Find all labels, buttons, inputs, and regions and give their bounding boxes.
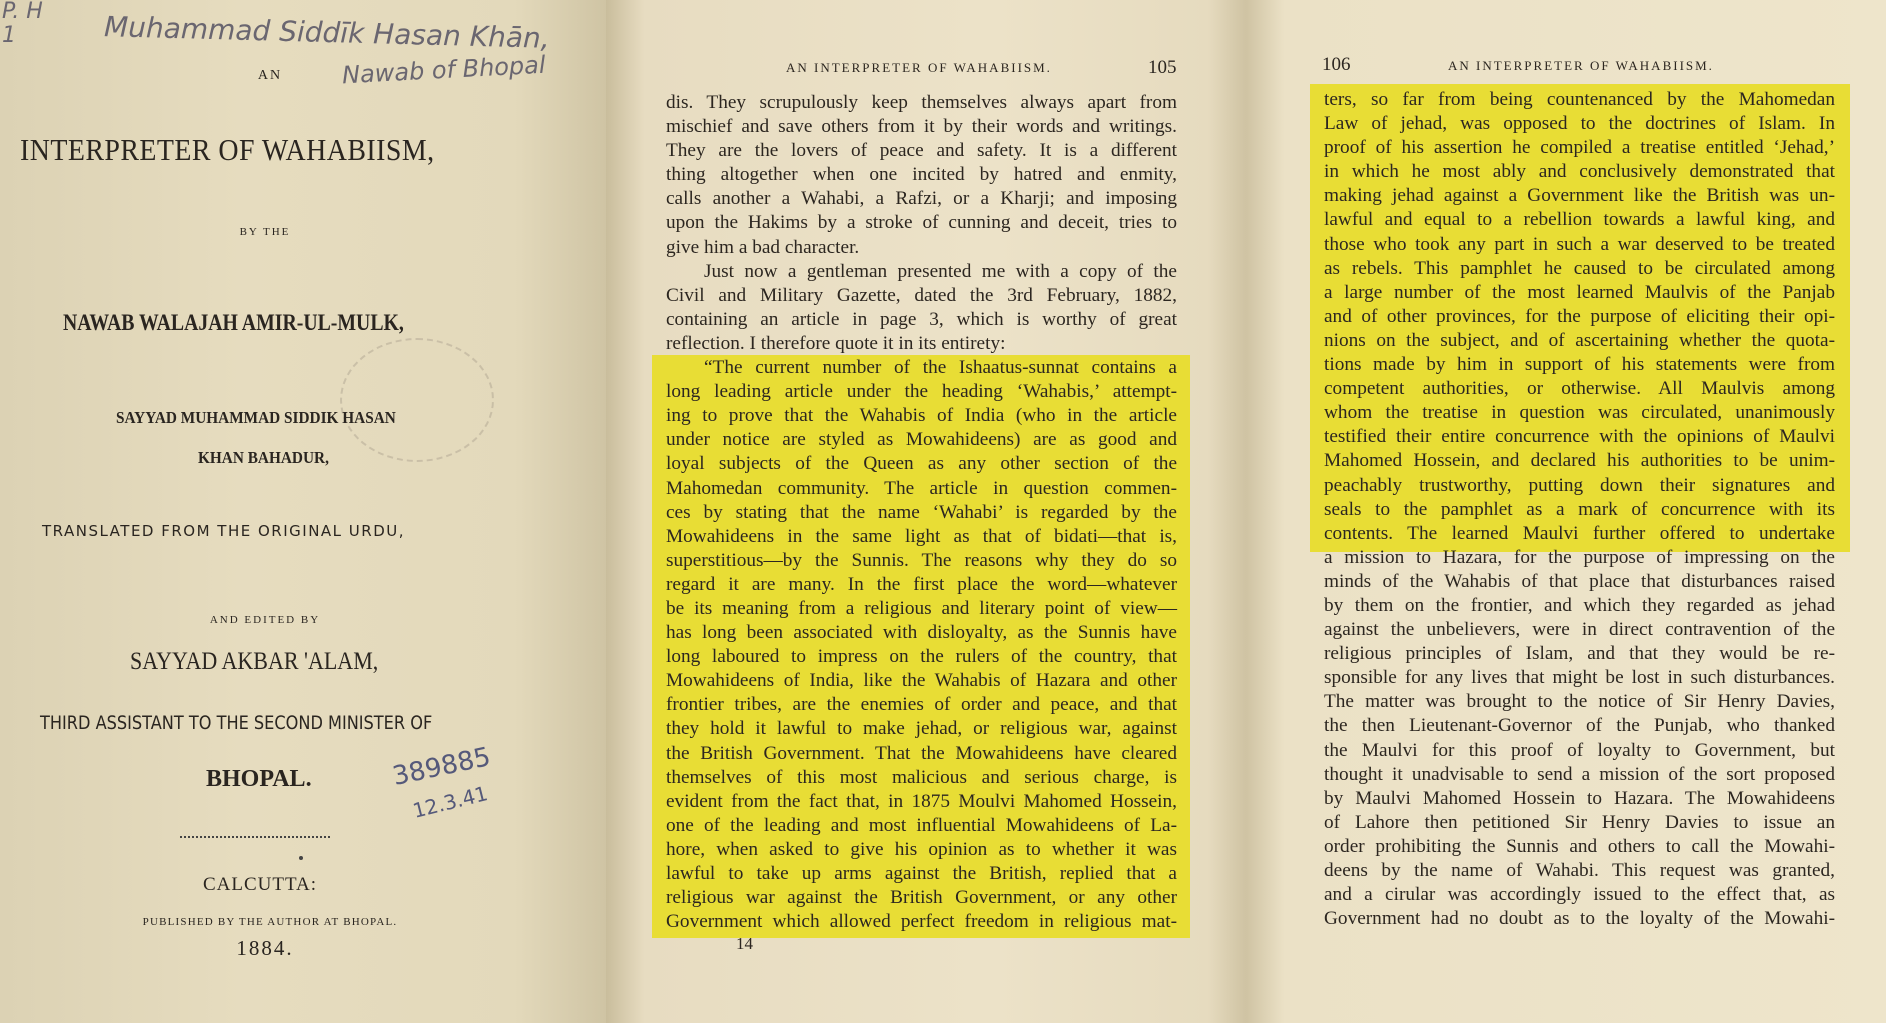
- text-line: containing an article in page 3, which is worthy of great: [666, 308, 1177, 330]
- text-line: by Maulvi Mahomed Hossein to Hazara. The Mowahideens: [1324, 787, 1835, 809]
- text-line: long laboured to impress on the rulers of the country, that: [666, 646, 1177, 668]
- text-line: nions on the subject, and of ascertaining whether the quota-: [1324, 329, 1835, 351]
- text-line: contents. The learned Maulvi further offered to undertake: [1324, 522, 1835, 544]
- printer-signature: 14: [736, 934, 753, 953]
- text-line: lawful and equal to a rebellion towards a lawful king, and: [1324, 209, 1835, 231]
- text-line: making jehad against a Government like the British was un-: [1324, 185, 1835, 207]
- text-line: has long been associated with disloyalty, as the Sunnis have: [666, 622, 1177, 644]
- text-line: dis. They scrupulously keep themselves always apart from: [666, 92, 1177, 113]
- text-line: Law of jehad, was opposed to the doctrines of Islam. In: [1324, 113, 1835, 135]
- text-line: Civil and Military Gazette, dated the 3rd February, 1882,: [666, 284, 1177, 306]
- text-line: minds of the Wahabis of that place that disturbances raised: [1324, 570, 1835, 592]
- text-line: by them on the frontier, and which they regarded as jehad: [1324, 594, 1835, 616]
- edited-by-label: AND EDITED BY: [209, 614, 321, 626]
- book-title: INTERPRETER OF WAHABIISM,: [20, 132, 435, 167]
- publisher: PUBLISHED BY THE AUTHOR AT BHOPAL.: [142, 916, 398, 928]
- text-line: ing to prove that the Wahabis of India (who in the article: [666, 405, 1177, 427]
- author-name-line1: SAYYAD MUHAMMAD SIDDIK HASAN: [116, 408, 396, 427]
- text-line: evident from the fact that, in 1875 Moulvi Mahomed Hossein,: [666, 790, 1177, 812]
- text-line: Mahomed Hossein, and declared his authorities to be unim-: [1324, 450, 1835, 472]
- translated-line: TRANSLATED FROM THE ORIGINAL URDU,: [42, 522, 405, 540]
- text-line: ters, so far from being countenanced by the Mahomedan: [1324, 89, 1835, 110]
- text-line: tions made by him in support of his statements were from: [1324, 354, 1835, 376]
- text-line: themselves of this most malicious and serious charge, is: [666, 766, 1177, 788]
- page-105-text: [666, 91, 1177, 934]
- place-bhopal: BHOPAL.: [206, 766, 312, 792]
- text-line: order prohibiting the Sunnis and others to call the Mowahi-: [1324, 835, 1835, 857]
- text-line: the British Government. That the Mowahideens have cleared: [666, 742, 1177, 764]
- text-line: superstitious—by the Sunnis. The reasons why they do so: [666, 549, 1177, 571]
- text-line: mischief and save others from it by their words and writings.: [666, 116, 1177, 138]
- text-line: thing altogether when one incited by hatred and enmity,: [666, 164, 1177, 186]
- text-line: long leading article under the heading ‘Wahabis,’ attempt-: [666, 381, 1177, 403]
- text-line: religious principles of Islam, and that they would be re-: [1324, 643, 1835, 665]
- text-line: ces by stating that the name ‘Wahabi’ is regarded by the: [666, 501, 1177, 523]
- text-line: under notice are styled as Mowahideens) are as good and: [666, 429, 1177, 451]
- rule-dot: [299, 856, 303, 860]
- text-line: against the unbelievers, were in direct contravention of the: [1324, 619, 1835, 641]
- text-line: testified their entire concurrence with the opinions of Maulvi: [1324, 426, 1835, 448]
- text-line: competent authorities, or otherwise. All Maulvis among: [1324, 378, 1835, 400]
- text-line: Just now a gentleman presented me with a copy of the: [704, 260, 1177, 282]
- text-line: Mahomedan community. The article in question commen-: [666, 477, 1177, 499]
- text-line: and of other provinces, for the purpose of eliciting their opi-: [1324, 305, 1835, 327]
- page-106-text: [1324, 88, 1835, 931]
- page-number: 105: [1148, 57, 1177, 78]
- by-the-label: BY THE: [239, 226, 291, 238]
- text-line: Government had no doubt as to the loyalty of the Mowahi-: [1324, 908, 1835, 930]
- text-line: whom the treatise in question was circulated, unanimously: [1324, 402, 1835, 424]
- faded-library-stamp: [340, 338, 494, 462]
- text-line: they hold it lawful to make jehad, or religious war, against: [666, 718, 1177, 740]
- text-line: The matter was brought to the notice of Sir Henry Davies,: [1324, 691, 1835, 713]
- handwritten-author-name: Muhammad Siddīk Hasan Khān,: [103, 10, 551, 55]
- text-line: loyal subjects of the Queen as any other section of the: [666, 453, 1177, 475]
- text-line: a large number of the most learned Maulvis of the Panjab: [1324, 281, 1835, 303]
- running-head: AN INTERPRETER OF WAHABIISM.: [1448, 58, 1714, 73]
- text-line: religious war against the British Government, or any other: [666, 887, 1177, 909]
- text-line: and a cirular was accordingly issued to the effect that, as: [1324, 884, 1835, 906]
- text-line: give him a bad character.: [666, 236, 860, 258]
- page-106: [1246, 0, 1886, 1023]
- text-line: sponsible for any lives that might be lost in such disturbances.: [1324, 667, 1835, 689]
- text-line: regard it are many. In the first place the word—whatever: [666, 573, 1177, 595]
- text-line: the Maulvi for this proof of loyalty to Government, but: [1324, 739, 1835, 761]
- text-line: one of the leading and most influential Mowahideens of La-: [666, 814, 1177, 836]
- text-line: They are the lovers of peace and safety. It is a different: [666, 140, 1177, 162]
- running-head: AN INTERPRETER OF WAHABIISM.: [786, 60, 1052, 75]
- text-line: “The current number of the Ishaatus-sunnat contains a: [704, 357, 1177, 379]
- accession-date: 12.3.41: [410, 781, 491, 823]
- text-line: be its meaning from a religious and literary point of view—: [666, 597, 1177, 619]
- editor-role: THIRD ASSISTANT TO THE SECOND MINISTER OF: [40, 712, 433, 734]
- text-line: of Lahore then petitioned Sir Henry Davies to issue an: [1324, 811, 1835, 833]
- text-line: deens by the name of Wahabi. This request was granted,: [1324, 860, 1835, 881]
- page-number: 106: [1322, 54, 1351, 75]
- text-line: peachably trustworthy, putting down their signatures and: [1324, 474, 1835, 496]
- text-line: the then Lieutenant-Governor of the Punjab, who thanked: [1324, 715, 1835, 737]
- author-name-line2: KHAN BAHADUR,: [198, 448, 329, 467]
- text-line: seals to the pamphlet as a mark of concurrence with its: [1324, 498, 1835, 520]
- text-line: as rebels. This pamphlet he caused to be circulated among: [1324, 257, 1835, 279]
- text-line: lawful to take up arms against the British, replied that a: [666, 863, 1177, 884]
- handwritten-author-title: Nawab of Bhopal: [341, 50, 547, 90]
- text-line: those who took any part in such a war deserved to be treated: [1324, 233, 1835, 255]
- publication-year: 1884.: [236, 936, 294, 960]
- text-line: Government which allowed perfect freedom in religious mat-: [666, 911, 1177, 933]
- text-line: thought it unadvisable to send a mission of the sort proposed: [1324, 763, 1835, 785]
- corner-pencil-note: P. H 1: [2, 0, 43, 48]
- editor-name: SAYYAD AKBAR 'ALAM,: [130, 648, 379, 675]
- text-line: upon the Hakims by a stroke of cunning and deceit, tries to: [666, 212, 1177, 234]
- text-line: in which he most ably and conclusively demonstrated that: [1324, 161, 1835, 183]
- text-line: a mission to Hazara, for the purpose of impressing on the: [1324, 546, 1835, 568]
- page-105: [606, 0, 1246, 1023]
- text-line: hore, when asked to give his opinion as to whether it was: [666, 838, 1177, 860]
- text-line: Mowahideens of India, like the Wahabis of Hazara and other: [666, 670, 1177, 692]
- title-an: AN: [257, 68, 283, 83]
- author-title: NAWAB WALAJAH AMIR-UL-MULK,: [63, 310, 404, 335]
- text-line: Mowahideens in the same light as that of bidati—that is,: [666, 525, 1177, 547]
- text-line: frontier tribes, are the enemies of order and peace, and that: [666, 694, 1177, 716]
- text-line: reflection. I therefore quote it in its entirety:: [666, 332, 1006, 354]
- text-line: calls another a Wahabi, a Rafzi, or a Kharji; and imposing: [666, 188, 1177, 210]
- title-page: [0, 0, 606, 1023]
- accession-number: 389885: [389, 742, 494, 792]
- text-line: proof of his assertion he compiled a treatise entitled ‘Jehad,’: [1324, 137, 1835, 159]
- ornamental-rule: [180, 836, 330, 839]
- city: CALCUTTA:: [202, 874, 318, 895]
